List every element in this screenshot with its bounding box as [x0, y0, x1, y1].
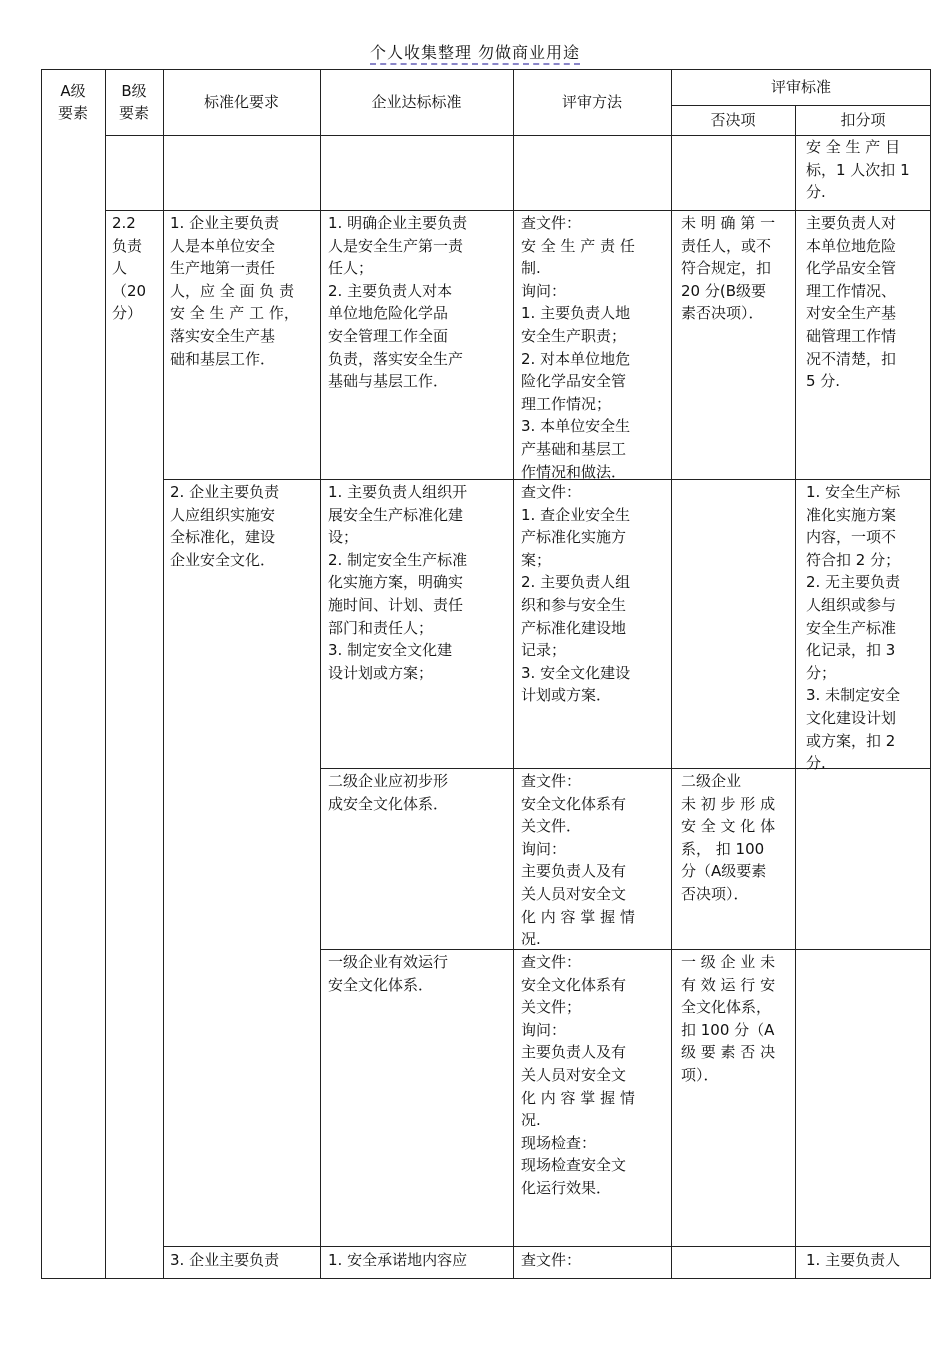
row4-standard: 一级企业有效运行 安全文化体系． — [328, 953, 449, 994]
row1-requirement: 1. 企业主要负责 人是本单位安全 生产地第一责任 人，应 全 面 负 责 安 全 生 产 工 作， 落实安全生产基 础和基层工作． — [170, 214, 299, 368]
row3-method: 查文件： 安全文化体系有 关文件． 询问： 主要负责人及有 关人员对安全文 化 内 容 掌 握 情 况. — [521, 772, 635, 949]
row2-method: 查文件： 1. 查企业安全生 产标准化实施方 案； 2. 主要负责人组 织和参与安全生 产标准化建设地 记录； 3. 安全文化建设 计划或方案． — [521, 483, 631, 705]
header-review-method: 评审方法 — [561, 93, 622, 111]
header-review-criteria: 评审标准 — [770, 78, 831, 96]
row1-veto: 未 明 确 第 一 责任人，或不 符合规定，扣 20 分(B级要 素否决项）． — [681, 214, 776, 323]
row5-method: 查文件： — [521, 1251, 582, 1269]
row2-standard: 1. 主要负责人组织开 展安全生产标准化建 设； 2. 制定安全生产标准 化实施方案，明确实 施时间、计划、责任 部门和责任人； 3. 制定安全文化建 设计划或方案； — [328, 483, 468, 682]
page-header — [0, 40, 950, 63]
row3-veto: 二级企业 未 初 步 形 成 安 全 文 化 体 系， 扣 100 分（A级要素 否决项）． — [681, 772, 776, 903]
row5-top-line — [163, 1246, 931, 1247]
row5-deduction: 1. 主要负责人 — [806, 1251, 901, 1269]
table-border-left — [41, 69, 42, 1279]
table-border-bottom — [41, 1278, 931, 1279]
row3-standard: 二级企业应初步形 成安全文化体系． — [328, 772, 449, 813]
header-deduction-item: 扣分项 — [840, 111, 886, 129]
row4-method: 查文件： 安全文化体系有 关文件； 询问： 主要负责人及有 关人员对安全文 化 内 容 掌 握 情 况. 现场检查： 现场检查安全文 化运行效果． — [521, 953, 635, 1197]
header-a-level: A级 要素 — [57, 82, 88, 122]
review-standards-table — [41, 69, 931, 1279]
col-line-4 — [513, 69, 514, 1279]
header-text: 个人收集整理 勿做商业用途 — [370, 43, 580, 65]
row5-standard: 1. 安全承诺地内容应 — [328, 1251, 468, 1269]
row0-deduction: 安 全 生 产 目 标，1 人次扣 1 分. — [806, 138, 910, 202]
header-enterprise-standard: 企业达标标准 — [371, 93, 462, 111]
row1-top-line — [105, 210, 931, 211]
row5-requirement: 3. 企业主要负责 — [170, 1251, 280, 1269]
row1-deduction: 主要负责人对 本单位地危险 化学品安全管 理工作情况、 对安全生产基 础管理工作情 况不清楚，扣 5 分. — [806, 214, 897, 391]
row2-requirement: 2. 企业主要负责 人应组织实施安 全标准化，建设 企业安全文化． — [170, 483, 280, 569]
header-veto-item: 否决项 — [710, 111, 756, 129]
header-standard-requirement: 标准化要求 — [203, 93, 279, 111]
row1-standard: 1. 明确企业主要负责 人是安全生产第一责 任人； 2. 主要负责人对本 单位地危险化学品 安全管理工作全面 负责，落实安全生产 基础与基层工作． — [328, 214, 468, 391]
b-element-responsible-person: 2.2 负责 人 （20 分） — [112, 214, 147, 323]
row4-veto: 一 级 企 业 未 有 效 运 行 安 全文化体系， 扣 100 分（A 级 要 素 否 决 项）． — [681, 953, 776, 1084]
header-b-level: B级 要素 — [118, 82, 149, 122]
table-border-right — [930, 69, 931, 1279]
row1-method: 查文件： 安 全 生 产 责 任 制. 询问： 1. 主要负责人地 安全生产职责； 2. 对本单位地危 险化学品安全管 理工作情况； 3. 本单位安全生 产基础和基层工 作情况和做法． — [521, 214, 635, 481]
row2-deduction: 1. 安全生产标 准化实施方案 内容，一项不 符合扣 2 分； 2. 无主要负责 人组织或参与 安全生产标准 化记录，扣 3 分； 3. 未制定安全 文化建设计划 或方案，扣 2 分. — [806, 483, 901, 773]
col-line-3 — [320, 69, 321, 1279]
col-line-2 — [163, 69, 164, 1279]
col-line-1 — [105, 69, 106, 1279]
col-line-5 — [671, 69, 672, 1279]
col-line-6 — [795, 105, 796, 1279]
